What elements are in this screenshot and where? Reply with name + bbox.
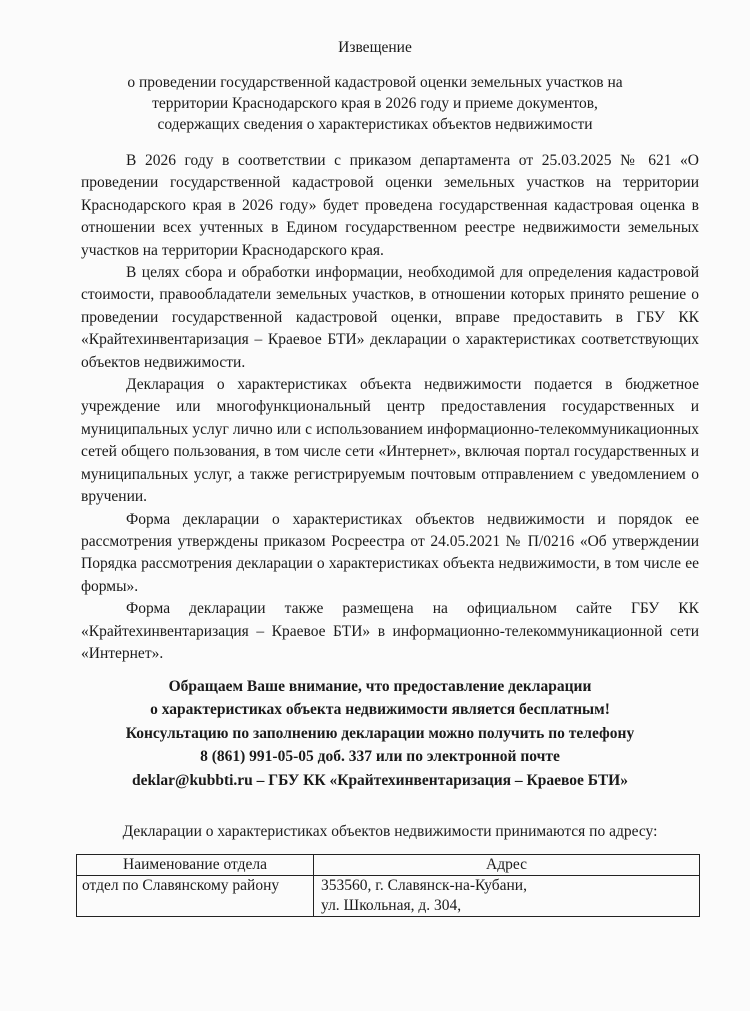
- notice-contact-line: deklar@kubbti.ru – ГБУ КК «Крайтехинвентаризация – Краевое БТИ»: [131, 771, 628, 789]
- document-title: Извещение: [338, 39, 412, 56]
- table-row: [77, 876, 700, 917]
- notice-line: Консультацию по заполнению декларации можно получить по телефону: [125, 724, 635, 742]
- address-line: ул. Школьная, д. 304,: [321, 897, 462, 914]
- subtitle-line: содержащих сведения о характеристиках объектов недвижимости: [157, 116, 593, 133]
- subtitle-line: территории Краснодарского края в 2026 году и приеме документов,: [152, 95, 598, 112]
- document-body: [81, 150, 699, 665]
- paragraph: В 2026 году в соответствии с приказом департамента от 25.03.2025 № 621 «О проведении государственной кадастровой оценки земельных участков на территории Краснодарского края в 2026 году» будет проведена государственная кадастровая оценка в отношении всех учтенных в Едином государственном реестре недвижимости земельных участков на территории Краснодарского края.: [81, 152, 699, 259]
- address-line: 353560, г. Славянск-на-Кубани,: [321, 877, 527, 894]
- notice-line: Обращаем Ваше внимание, что предоставление декларации: [168, 678, 592, 695]
- paragraph: Форма декларации о характеристиках объектов недвижимости и порядок ее рассмотрения утверждены приказом Росреестра от 24.05.2021 № П/0216 «Об утверждении Порядка рассмотрения декларации о характеристиках объекта недвижимости, в том числе ее формы».: [81, 510, 699, 595]
- notice-line: о характеристиках объекта недвижимости является бесплатным!: [150, 701, 610, 719]
- document-subtitle: [0, 72, 750, 135]
- table-header-row: [77, 855, 700, 876]
- subtitle-line: о проведении государственной кадастровой оценки земельных участков на: [127, 74, 623, 91]
- department-cell: отдел по Славянскому району: [77, 876, 314, 917]
- column-header-address: Адрес: [314, 855, 700, 876]
- address-lead: Декларации о характеристиках объектов недвижимости принимаются по адресу:: [122, 823, 658, 840]
- free-of-charge-notice: [60, 675, 700, 792]
- column-header-department: Наименование отдела: [77, 855, 314, 876]
- notice-line: 8 (861) 991-05-05 доб. 337 или по электронной почте: [200, 748, 560, 766]
- paragraph: Форма декларации также размещена на официальном сайте ГБУ КК «Крайтехинвентаризация – Краевое БТИ» в информационно-телекоммуникационной сети «Интернет».: [81, 600, 699, 662]
- address-cell: [314, 876, 700, 917]
- paragraph: В целях сбора и обработки информации, необходимой для определения кадастровой стоимости, правообладатели земельных участков, в отношении которых принято решение о проведении государственной кадастровой оценки, вправе предоставить в ГБУ КК «Крайтехинвентаризация – Краевое БТИ» декларации о характеристиках соответствующих объектов недвижимости.: [81, 264, 699, 371]
- address-table: [76, 854, 700, 917]
- paragraph: Декларация о характеристиках объекта недвижимости подается в бюджетное учреждение или многофункциональный центр предоставления государственных и муниципальных услуг лично или с использованием информационно-телекоммуникационных сетей общего пользования, в том числе сети «Интернет», включая портал государственных и муниципальных услуг, а также регистрируемым почтовым отправлением с уведомлением о вручении.: [81, 376, 699, 506]
